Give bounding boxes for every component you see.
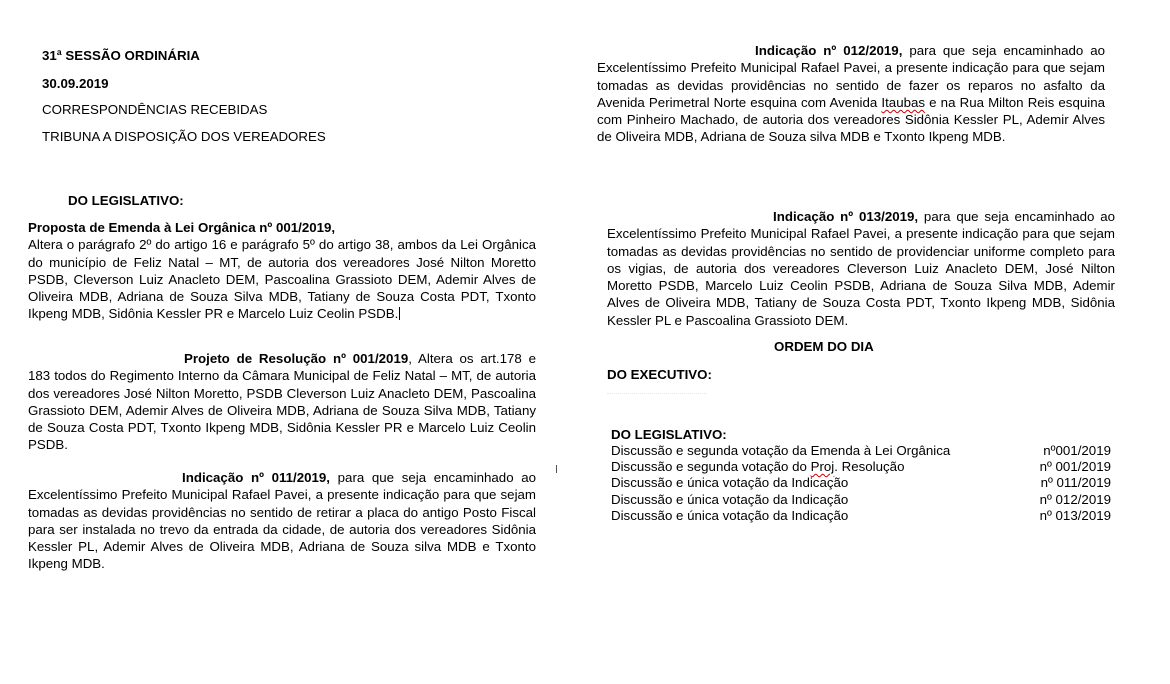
- indicacao-012-body-b: e na Rua Milton Reis esquina com Pinheiro Machado, de autoria dos vereadores Sidônia Kessler PL, Ademir Alves de Oliveira MDB, Adriana de Souza silva MDB e Txonto Ikpeng MDB.: [597, 94, 1105, 145]
- agenda-row: [611, 475, 1111, 491]
- agenda-row: [611, 492, 1111, 508]
- agenda-number: nº 001/2019: [1039, 459, 1111, 474]
- resolucao-body: , Altera os art.178 e 183 todos do Regimento Interno da Câmara Municipal de Feliz Natal – MT, de autoria dos vereadores José Nilton Moretto, PSDB Cleverson Luiz Anacleto DEM, Pascoalina Grassioto DEM, Ademir Alves de Oliveira MDB, Adriana de Souza Silva MDB, Tatiany de Souza Costa PDT, Txonto Ikpeng MDB, Sidônia Kessler PR e Marcelo Luiz Ceolin PSDB.: [28, 351, 536, 453]
- left-legislativo-heading: DO LEGISLATIVO:: [68, 193, 184, 208]
- agenda-flagged-word: Proj: [810, 459, 835, 474]
- resolucao-paragraph: [28, 350, 536, 454]
- agenda-desc: Discussão e única votação da Indicação: [611, 475, 849, 490]
- executivo-heading: DO EXECUTIVO:: [607, 367, 712, 382]
- agenda-row: [611, 508, 1111, 524]
- indicacao-013-body: para que seja encaminhado ao Excelentíssimo Prefeito Municipal Rafael Pavei, a presente indicação para que sejam tomadas as devidas providências no sentido de providenciar uniforme completo para os vigias, de autoria dos vereadores Cleverson Luiz Anacleto DEM, José Nilton Moretto PSDB, Marcelo Luiz Ceolin PSDB, Adriana de Souza Silva MDB, Ademir Alves de Oliveira MDB, Tatiany de Souza Costa PDT, Txonto Ikpeng MDB, Sidônia Kessler PL e Pascoalina Grassioto DEM.: [607, 209, 1116, 328]
- ordem-do-dia-heading: ORDEM DO DIA: [774, 339, 874, 354]
- agenda-desc: Discussão e segunda votação da Emenda à Lei Orgânica: [611, 443, 951, 458]
- agenda-number: nº 013/2019: [1039, 508, 1111, 523]
- indicacao-012-title: Indicação nº 012/2019,: [755, 43, 903, 58]
- faint-placeholder-line: [607, 393, 707, 400]
- indicacao-011-paragraph: [28, 469, 536, 573]
- agenda-number: nº 012/2019: [1039, 492, 1111, 507]
- correspondence-heading: CORRESPONDÊNCIAS RECEBIDAS: [42, 102, 268, 117]
- session-date: 30.09.2019: [42, 76, 109, 91]
- indicacao-011-title: Indicação nº 011/2019,: [182, 470, 331, 485]
- agenda-desc-part: . Resolução: [834, 459, 905, 474]
- indicacao-013-paragraph: [607, 208, 1115, 329]
- agenda-desc: Discussão e única votação da Indicação: [611, 508, 849, 523]
- indicacao-011-body: para que seja encaminhado ao Excelentíssimo Prefeito Municipal Rafael Pavei, a presente indicação para que sejam tomadas as devidas providências no sentido de retirar a placa do antigo Posto Fiscal para ser instalada no trevo da entrada da cidade, de autoria dos vereadores Sidônia Kessler PL, Ademir Alves de Oliveira MDB, Adriana de Souza silva MDB e Txonto Ikpeng MDB.: [28, 470, 537, 572]
- text-cursor: [399, 307, 400, 320]
- resolucao-title: Projeto de Resolução nº 001/2019: [184, 351, 409, 366]
- column-break-mark: [556, 465, 557, 473]
- indicacao-012-flagged-word: Itaubas: [881, 94, 926, 110]
- session-title: 31ª SESSÃO ORDINÁRIA: [42, 48, 200, 63]
- agenda-desc: Discussão e única votação da Indicação: [611, 492, 849, 507]
- agenda-number: nº 011/2019: [1040, 475, 1111, 490]
- tribuna-heading: TRIBUNA A DISPOSIÇÃO DOS VEREADORES: [42, 129, 326, 144]
- emenda-title: Proposta de Emenda à Lei Orgânica nº 001/2019,: [28, 220, 336, 235]
- right-legislativo-heading: DO LEGISLATIVO:: [611, 427, 727, 442]
- indicacao-013-title: Indicação nº 013/2019,: [773, 209, 919, 224]
- indicacao-012-paragraph: [597, 42, 1105, 146]
- agenda-row: [611, 459, 1111, 475]
- agenda-desc: [611, 459, 904, 475]
- agenda-row: [611, 443, 1111, 459]
- indicacao-012-body-a: para que seja encaminhado ao Excelentíssimo Prefeito Municipal Rafael Pavei, a presente indicação para que sejam tomadas as devidas providências no sentido de fazer os reparos no asfalto da Avenida Perimetral Norte esquina com Avenida: [597, 43, 1106, 110]
- emenda-paragraph: [28, 219, 536, 323]
- agenda-list: [611, 443, 1111, 525]
- emenda-body: Altera o parágrafo 2º do artigo 16 e parágrafo 5º do artigo 38, ambos da Lei Orgânica do município de Feliz Natal – MT, de autoria dos vereadores José Nilton Moretto PSDB, Cleverson Luiz Anacleto DEM, Pascoalina Grassioto DEM, Ademir Alves de Oliveira MDB, Adriana de Souza Silva MDB, Tatiany de Souza Costa PDT, Txonto Ikpeng MDB, Sidônia Kessler PR e Marcelo Luiz Ceolin PSDB.: [28, 237, 536, 322]
- agenda-desc-part: Discussão e segunda votação do: [611, 459, 811, 474]
- agenda-number: nº001/2019: [1043, 443, 1111, 458]
